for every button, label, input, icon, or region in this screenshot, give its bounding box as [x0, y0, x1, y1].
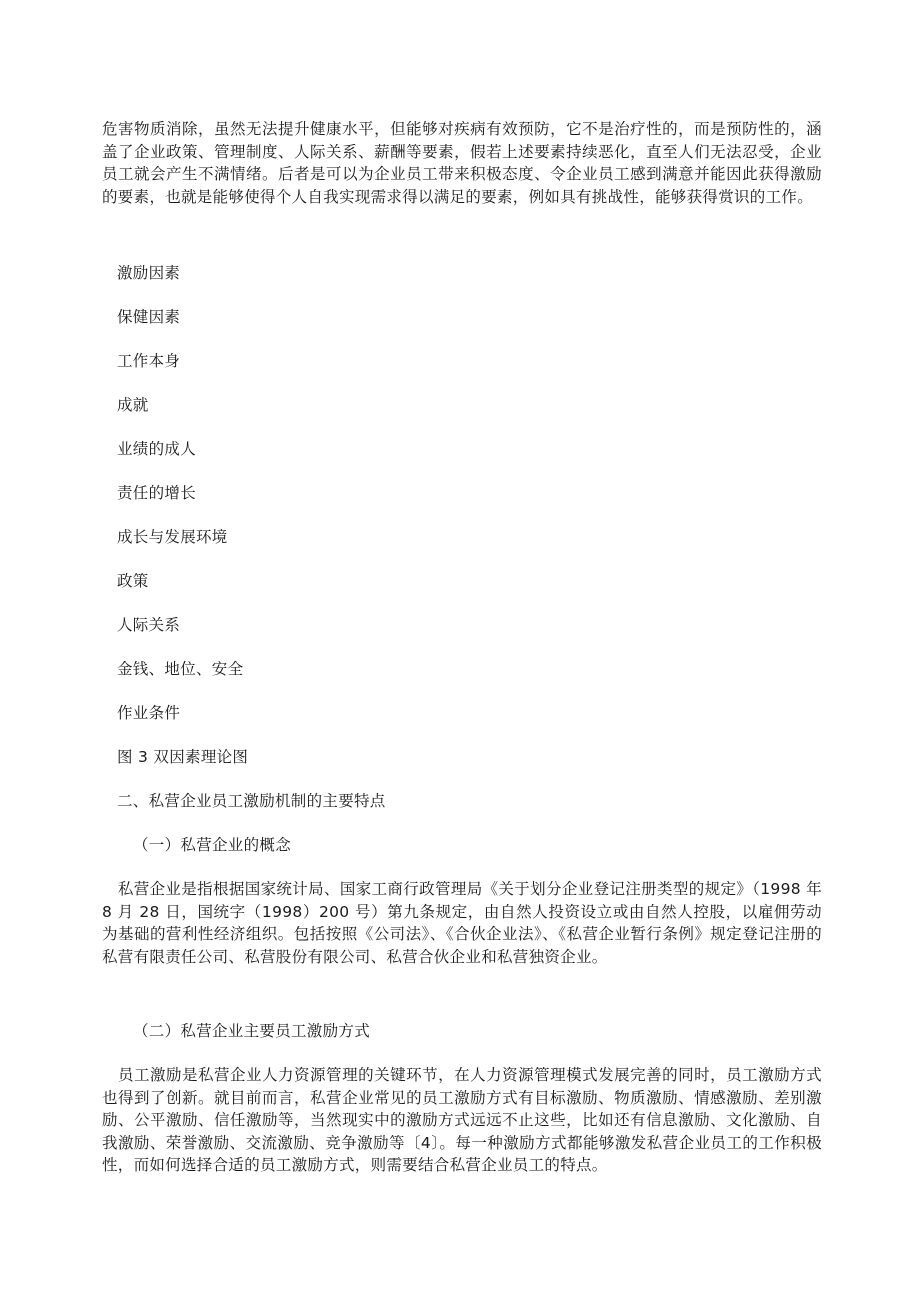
- intro-paragraph: 危害物质消除，虽然无法提升健康水平，但能够对疾病有效预防，它不是治疗性的，而是预防性的，涵盖了企业政策、管理制度、人际关系、薪酬等要素，假若上述要素持续恶化，直至人们无法忍受，企业员工就会产生不满情绪。后者是可以为企业员工带来积极态度、令企业员工感到满意并能因此获得激励的要素，也就是能够使得个人自我实现需求得以满足的要素，例如具有挑战性，能够获得赏识的工作。: [102, 120, 822, 206]
- figure-item-work-itself: 工作本身: [117, 352, 181, 370]
- figure-caption: 图 3 双因素理论图: [117, 748, 249, 766]
- subsection-heading-1: （一）私营企业的概念: [133, 836, 292, 854]
- figure-item-working-conditions: 作业条件: [117, 704, 181, 722]
- figure-item-recognition: 业绩的成人: [117, 440, 197, 458]
- paragraph-private-enterprise-definition: 私营企业是指根据国家统计局、国家工商行政管理局《关于划分企业登记注册类型的规定》（1998 年 8 月 28 日，国统字（1998）200 号）第九条规定，由自然人投资设立或由自然人控股，以雇佣劳动为基础的营利性经济组织。包括按照《公司法》、《合伙企业法》、《私营企业暂行条例》规定登记注册的私营有限责任公司、私营股份有限公司、私营合伙企业和私营独资企业。: [102, 880, 822, 966]
- figure-item-relationships: 人际关系: [117, 616, 181, 634]
- subsection-heading-2: （二）私营企业主要员工激励方式: [133, 1022, 371, 1040]
- paragraph-incentive-methods: 员工激励是私营企业人力资源管理的关键环节，在人力资源管理模式发展完善的同时，员工激励方式也得到了创新。就目前而言，私营企业常见的员工激励方式有目标激励、物质激励、情感激励、差别激励、公平激励、信任激励等，当然现实中的激励方式远远不止这些，比如还有信息激励、文化激励、自我激励、荣誉激励、交流激励、竞争激励等〔4〕。每一种激励方式都能够激发私营企业员工的工作积极性，而如何选择合适的员工激励方式，则需要结合私营企业员工的特点。: [102, 1066, 822, 1174]
- figure-item-incentive-factors: 激励因素: [117, 264, 181, 282]
- section-heading: 二、私营企业员工激励机制的主要特点: [117, 792, 386, 810]
- figure-item-achievement: 成就: [117, 396, 149, 414]
- figure-item-money-status-security: 金钱、地位、安全: [117, 660, 244, 678]
- figure-item-responsibility: 责任的增长: [117, 484, 197, 502]
- figure-item-policy: 政策: [117, 572, 149, 590]
- figure-item-growth: 成长与发展环境: [117, 528, 228, 546]
- figure-item-hygiene-factors: 保健因素: [117, 308, 181, 326]
